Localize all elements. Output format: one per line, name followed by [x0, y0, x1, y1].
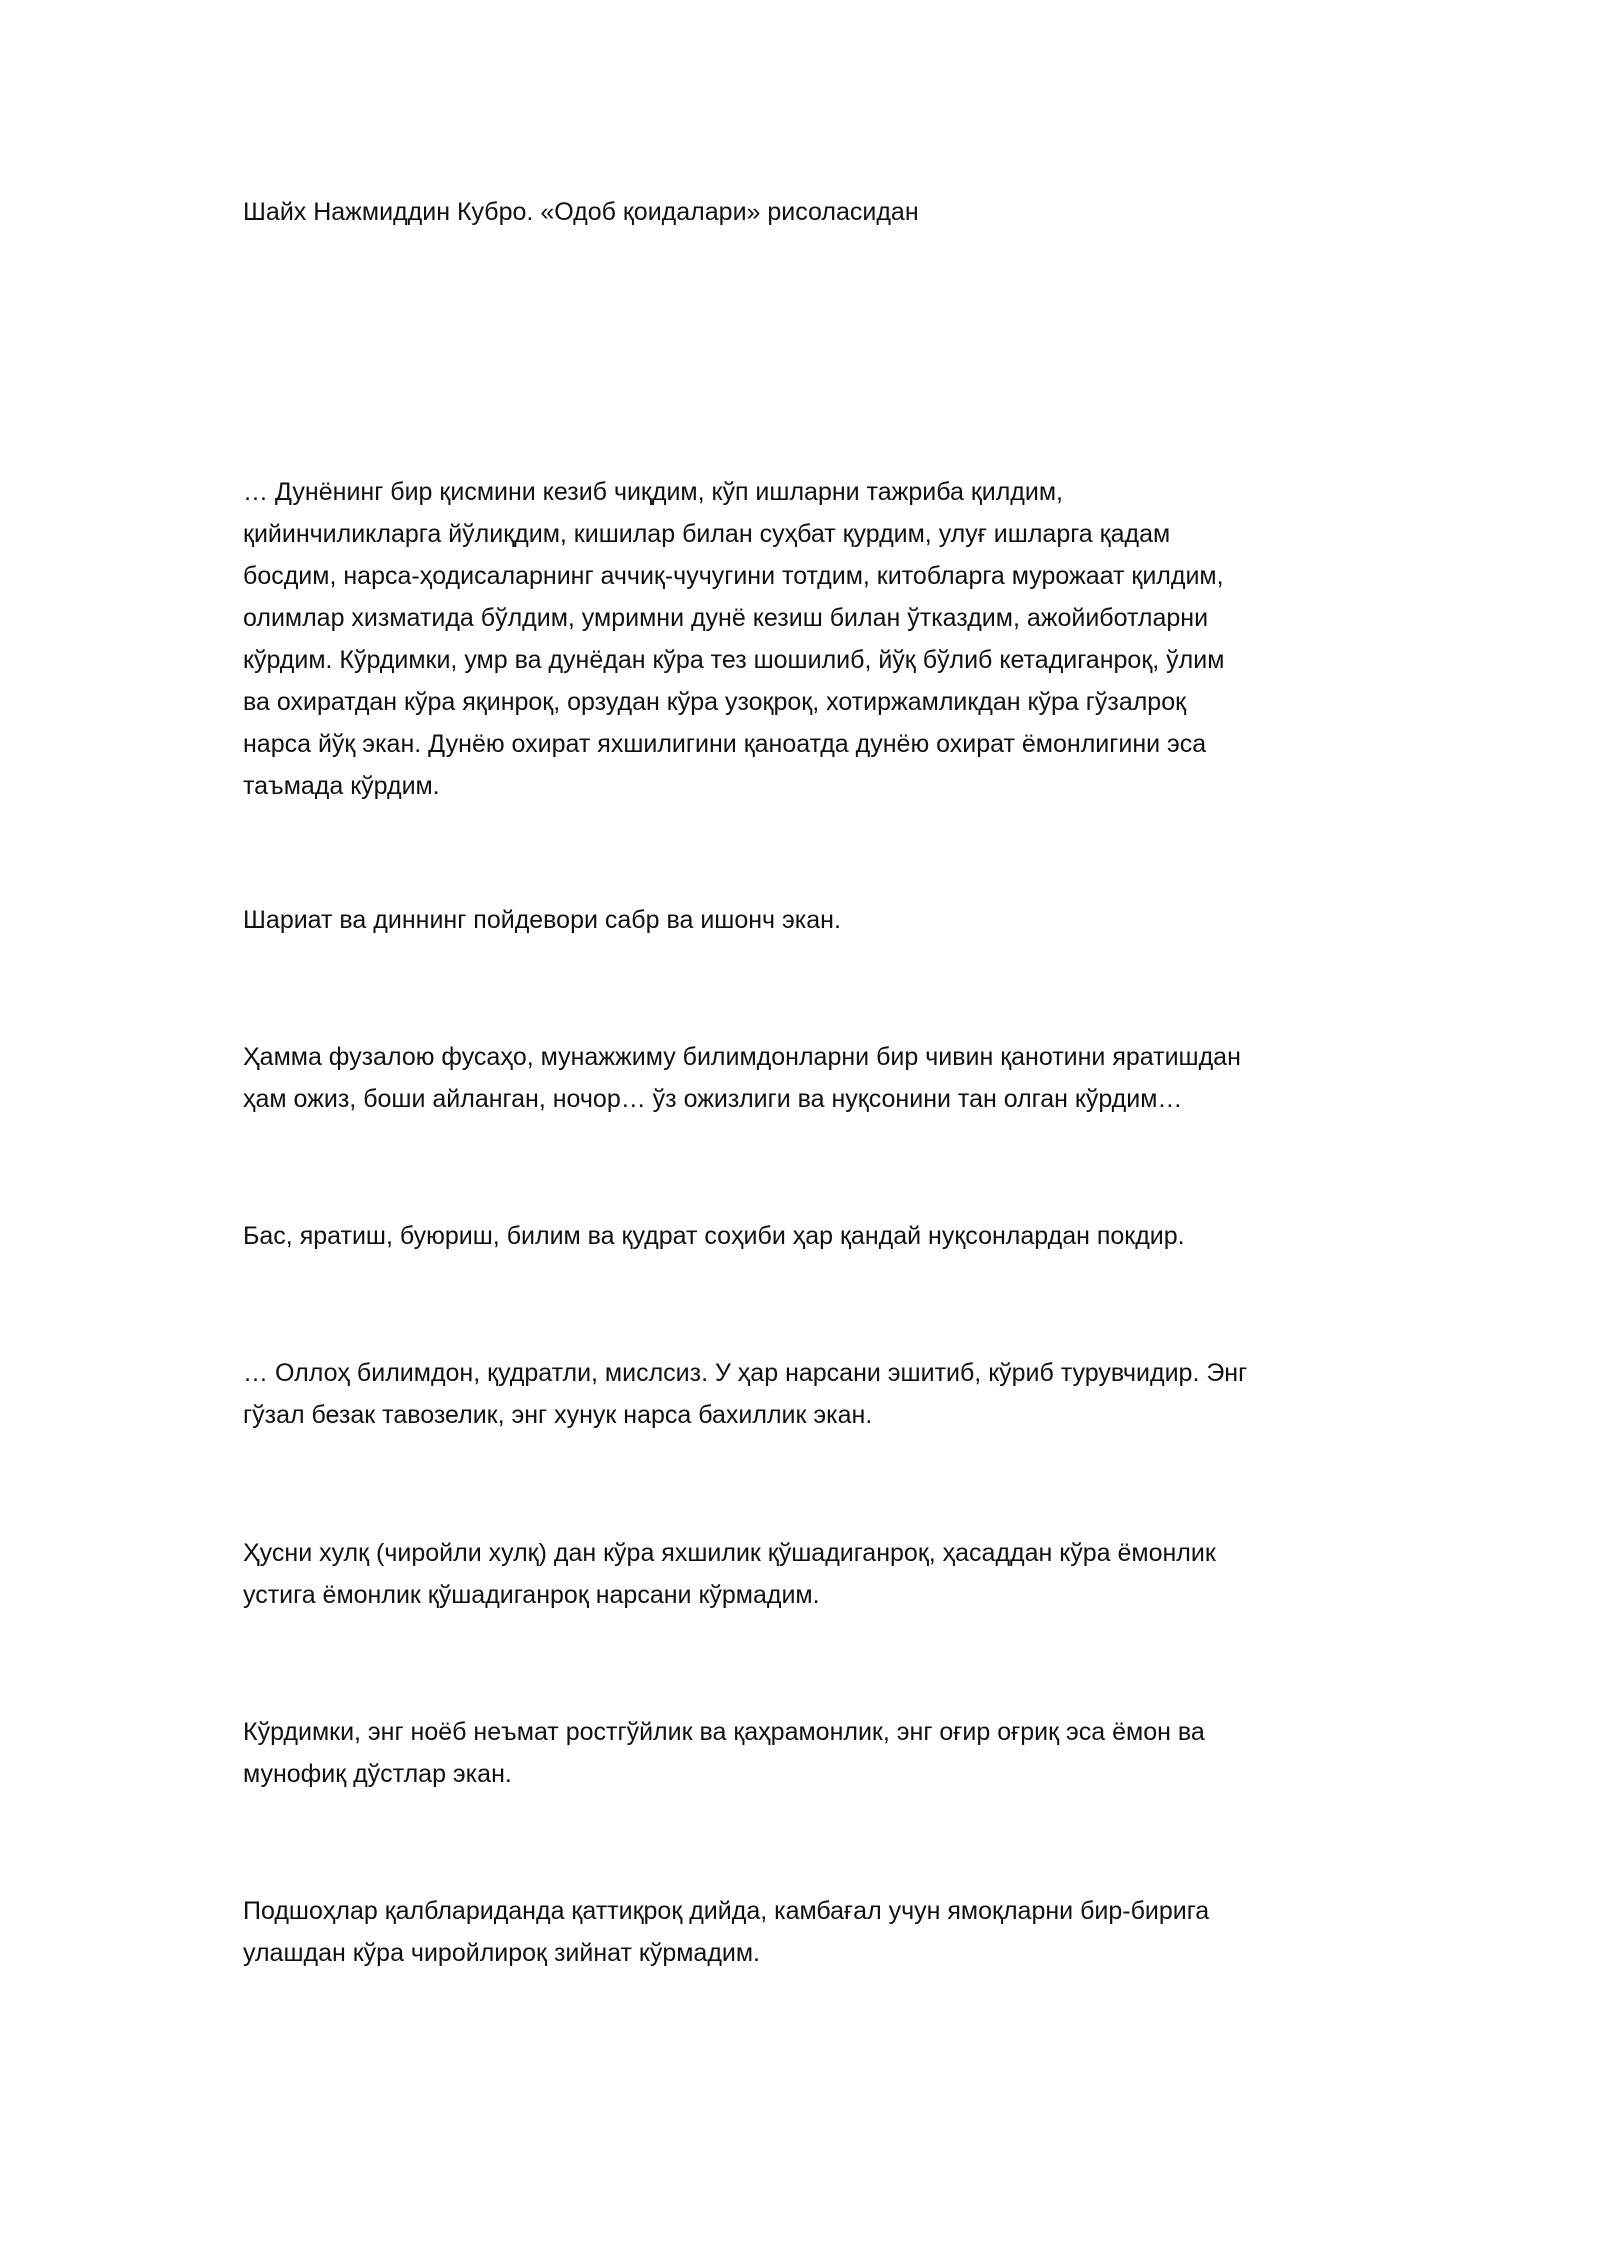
title-line: Шайх Нажмиддин Кубро. «Одоб қоидалари» рисоласидан: [243, 198, 919, 226]
paragraph-line: ҳам ожиз, боши айланган, ночор… ўз ожизлиги ва нуқсонини тан олган кўрдим…: [243, 1085, 1183, 1113]
paragraph-1: [243, 471, 1363, 807]
paragraph-line: … Дунёнинг бир қисмини кезиб чиқдим, кўп ишларни тажриба қилдим,: [243, 478, 1063, 506]
paragraph-7: [243, 1711, 1363, 1795]
paragraph-line: Ҳамма фузалою фусаҳо, мунажжиму билимдонларни бир чивин қанотини яратишдан: [243, 1043, 1241, 1071]
paragraph-line: гўзал безак тавозелик, энг хунук нарса бахиллик экан.: [243, 1401, 873, 1429]
document-title: [243, 191, 1363, 233]
paragraph-line: улашдан кўра чиройлироқ зийнат кўрмадим.: [243, 1939, 761, 1967]
paragraph-line: таъмада кўрдим.: [243, 772, 440, 800]
paragraph-line: Бас, яратиш, буюриш, билим ва қудрат соҳиби ҳар қандай нуқсонлардан покдир.: [243, 1222, 1185, 1250]
paragraph-8: [243, 1890, 1363, 1974]
paragraph-line: мунофиқ дўстлар экан.: [243, 1760, 512, 1788]
paragraph-line: босдим, нарса-ҳодисаларнинг аччиқ-чучугини тотдим, китобларга мурожаат қилдим,: [243, 562, 1224, 590]
paragraph-6: [243, 1532, 1363, 1616]
paragraph-line: қийинчиликларга йўлиқдим, кишилар билан суҳбат қурдим, улуғ ишларга қадам: [243, 520, 1171, 548]
paragraph-line: олимлар хизматида бўлдим, умримни дунё кезиш билан ўтказдим, ажойиботларни: [243, 604, 1209, 632]
paragraph-line: … Оллоҳ билимдон, қудратли, мислсиз. У ҳар нарсани эшитиб, кўриб турувчидир. Энг: [243, 1359, 1248, 1387]
paragraph-line: кўрдим. Кўрдимки, умр ва дунёдан кўра тез шошилиб, йўқ бўлиб кетадиганроқ, ўлим: [243, 646, 1225, 674]
paragraph-4: [243, 1215, 1363, 1257]
paragraph-line: Ҳусни хулқ (чиройли хулқ) дан кўра яхшилик қўшадиганроқ, ҳасаддан кўра ёмонлик: [243, 1539, 1216, 1567]
paragraph-line: устига ёмонлик қўшадиганроқ нарсани кўрмадим.: [243, 1581, 820, 1609]
paragraph-line: Шариат ва диннинг пойдевори сабр ва ишонч экан.: [243, 906, 841, 934]
paragraph-5: [243, 1352, 1363, 1436]
paragraph-line: Подшоҳлар қалбларидандa қаттиқроқ дийда, камбағал учун ямоқларни бир-бирига: [243, 1897, 1210, 1925]
paragraph-3: [243, 1036, 1363, 1120]
paragraph-2: [243, 899, 1363, 941]
paragraph-line: нарса йўқ экан. Дунёю охират яхшилигини қаноатда дунёю охират ёмонлигини эса: [243, 730, 1207, 758]
paragraph-line: ва охиратдан кўра яқинроқ, орзудан кўра узоқроқ, хотиржамликдан кўра гўзалроқ: [243, 688, 1187, 716]
paragraph-line: Кўрдимки, энг ноёб неъмат ростгўйлик ва қаҳрамонлик, энг оғир оғриқ эса ёмон ва: [243, 1718, 1205, 1746]
